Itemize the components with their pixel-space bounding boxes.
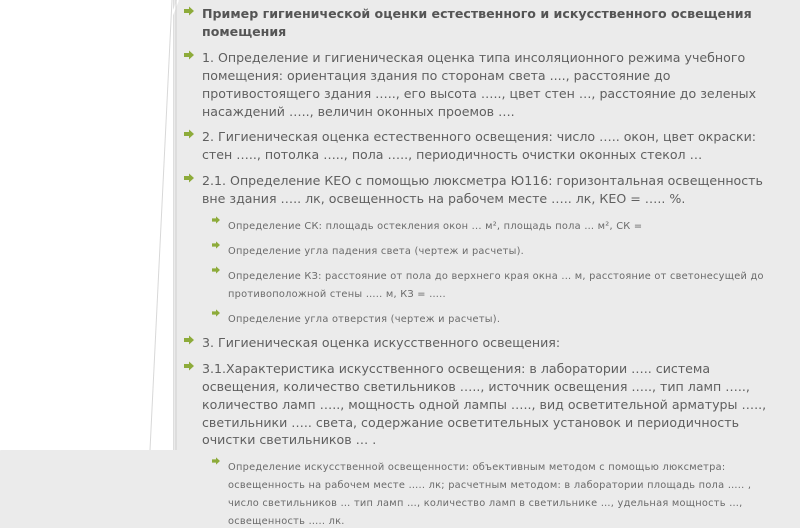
arrow-bullet-icon [184, 361, 194, 371]
arrow-bullet-icon [184, 335, 194, 345]
item-text: 2. Гигиеническая оценка естественного освещения: число ….. окон, цвет окраски: стен ….., потолка ….., пола ….., периодичность очистки оконных стекол … [202, 129, 757, 163]
arrow-bullet-icon [212, 457, 220, 465]
list-item [184, 127, 784, 163]
item-text: 1. Определение и гигиеническая оценка типа инсоляционного режима учебного помещения: ориентация здания по сторонам света ...., расстояние до противостоящего здания ….., его высота ….., цвет стен …, расстояние до зеленых насаждений ….., величин оконных проемов …. [202, 49, 757, 119]
arrow-bullet-icon [212, 216, 220, 224]
item-text: Определение КЗ: расстояние от пола до верхнего края окна ... м, расстояние от светонесущей до противоположной стены ….. м, КЗ = ….. [228, 271, 764, 300]
list-item [184, 48, 784, 120]
slide-content [184, 4, 784, 528]
list-item [184, 359, 784, 449]
sub-list-item [212, 456, 784, 528]
item-text: Определение СК: площадь остекления окон ... м², площадь пола … м², СК = [228, 221, 643, 233]
list-item [184, 4, 784, 40]
item-text: Определение искусственной освещенности: объективным методом с помощью люксметра: освещенность на рабочем месте ….. лк; расчетным методом: в лаборатории площадь пола ….. , число светильников … тип ламп …, количество ламп в светильнике …, удельная мощность …, освещенность ….. лк. [228, 462, 752, 528]
arrow-bullet-icon [184, 173, 194, 183]
sub-list-item [212, 308, 784, 326]
list-item [184, 171, 784, 207]
arrow-bullet-icon [212, 266, 220, 274]
item-text: 2.1. Определение КЕО с помощью люксметра Ю116: горизонтальная освещенность вне здания ….. лк, освещенность на рабочем месте ….. лк, КЕО = ….. %. [202, 173, 763, 207]
arrow-bullet-icon [212, 241, 220, 249]
arrow-bullet-icon [184, 50, 194, 60]
item-text: 3. Гигиеническая оценка искусственного освещения: [202, 334, 561, 350]
decorative-lines [0, 0, 178, 450]
arrow-bullet-icon [184, 129, 194, 139]
item-text: Определение угла падения света (чертеж и расчеты). [228, 246, 525, 258]
sub-list-item [212, 215, 784, 233]
arrow-bullet-icon [212, 309, 220, 317]
item-text: 3.1.Характеристика искусственного освещения: в лаборатории ….. система освещения, количество светильников ….., источник освещения ….., тип ламп ….., количество ламп ….., мощность одной лампы ….., вид осветительной арматуры ….., светильники ….. света, содержание осветительных установок и периодичность очистки светильников … . [202, 360, 767, 448]
item-text: Определение угла отверстия (чертеж и расчеты). [228, 313, 501, 325]
sub-list-item [212, 265, 784, 301]
arrow-bullet-icon [184, 6, 194, 16]
list-item [184, 333, 784, 351]
slide-title: Пример гигиенической оценки естественного и искусственного освещения помещения [202, 6, 752, 39]
sub-list-item [212, 240, 784, 258]
